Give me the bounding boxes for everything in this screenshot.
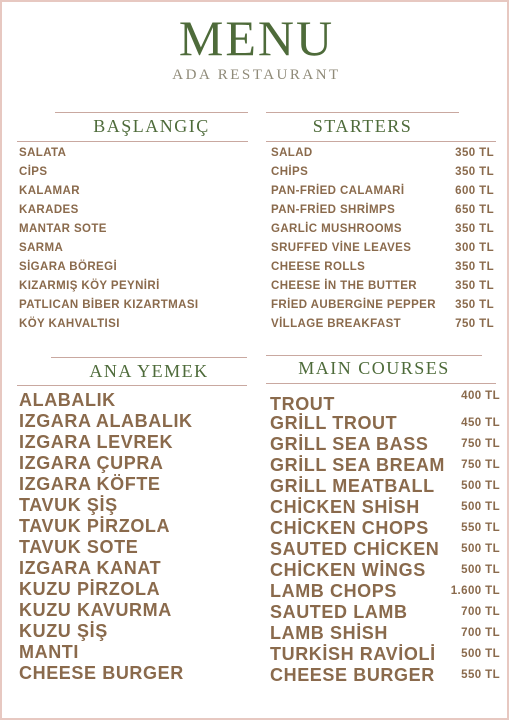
main-courses-item-name: GRİLL SEA BREAM: [270, 455, 446, 475]
starters-item-name: CHEESE ROLLS: [271, 261, 366, 273]
main-courses-item-name: GRİLL TROUT: [270, 413, 398, 433]
baslangic-item: KALAMAR: [19, 185, 80, 197]
rule-baslangic-top: [55, 112, 248, 113]
heading-starters: STARTERS: [312, 116, 413, 136]
ana-yemek-item: IZGARA ÇUPRA: [19, 453, 164, 473]
main-courses-row: [270, 411, 502, 432]
starters-row: [271, 242, 496, 261]
starters-item-name: VİLLAGE BREAKFAST: [271, 318, 402, 330]
rule-starters-top: [266, 112, 459, 113]
main-courses-item-name: CHEESE BURGER: [270, 665, 435, 685]
main-courses-item-name: GRİLL MEATBALL: [270, 476, 435, 496]
main-courses-item-price: 700 TL: [461, 606, 500, 618]
main-courses-row: [270, 495, 502, 516]
ana-yemek-item: MANTI: [19, 642, 79, 662]
main-courses-row: [270, 453, 502, 474]
main-courses-item-price: 1.600 TL: [450, 585, 500, 597]
ana-yemek-item: CHEESE BURGER: [19, 663, 184, 683]
main-courses-item-name: TURKİSH RAVİOLİ: [270, 644, 436, 664]
baslangic-item: SALATA: [19, 147, 67, 159]
main-courses-row: [270, 642, 502, 663]
ana-yemek-item: IZGARA KÖFTE: [19, 474, 161, 494]
rule-ana-yemek-bottom: [17, 385, 247, 386]
main-courses-row: [270, 600, 502, 621]
starters-item-name: PAN-FRİED SHRİMPS: [271, 204, 396, 216]
baslangic-item: SİGARA BÖREGİ: [19, 261, 118, 273]
main-courses-row: [270, 390, 502, 414]
starters-item-name: SALAD: [271, 147, 313, 159]
starters-item-name: CHİPS: [271, 166, 309, 178]
rule-main-courses-bottom: [266, 383, 496, 384]
ana-yemek-item: KUZU KAVURMA: [19, 600, 172, 620]
baslangic-item: KÖY KAHVALTISI: [19, 318, 120, 330]
main-courses-item-price: 500 TL: [461, 543, 500, 555]
starters-item-name: CHEESE İN THE BUTTER: [271, 280, 418, 292]
menu-title: MENU: [178, 10, 335, 66]
main-courses-row: [270, 663, 502, 684]
rule-starters-bottom: [266, 141, 496, 142]
starters-item-price: 350 TL: [455, 223, 494, 235]
ana-yemek-item: TAVUK PİRZOLA: [19, 516, 171, 536]
starters-item-price: 350 TL: [455, 261, 494, 273]
starters-item-price: 350 TL: [455, 299, 494, 311]
starters-item-name: SRUFFED VİNE LEAVES: [271, 242, 412, 254]
ana-yemek-item: KUZU ŞİŞ: [19, 621, 108, 641]
main-courses-item-price: 500 TL: [461, 501, 500, 513]
main-courses-list: [270, 390, 502, 700]
main-courses-item-price: 400 TL: [461, 390, 500, 402]
main-courses-item-name: CHİCKEN SHİSH: [270, 497, 420, 517]
starters-item-price: 350 TL: [455, 166, 494, 178]
rule-baslangic-bottom: [17, 141, 248, 142]
starters-item-price: 650 TL: [455, 204, 494, 216]
main-courses-item-price: 450 TL: [461, 417, 500, 429]
main-courses-row: [270, 621, 502, 642]
starters-item-price: 750 TL: [455, 318, 494, 330]
main-courses-item-name: SAUTED LAMB: [270, 602, 408, 622]
starters-row: [271, 223, 496, 242]
starters-item-price: 350 TL: [455, 280, 494, 292]
heading-ana-yemek: ANA YEMEK: [89, 361, 209, 381]
main-courses-row: [270, 579, 502, 600]
main-courses-item-price: 500 TL: [461, 480, 500, 492]
main-courses-item-price: 500 TL: [461, 648, 500, 660]
baslangic-list: [19, 147, 249, 347]
ana-yemek-item: KUZU PİRZOLA: [19, 579, 161, 599]
starters-row: [271, 185, 496, 204]
ana-yemek-item: IZGARA ALABALIK: [19, 411, 193, 431]
starters-list: [271, 147, 496, 347]
main-courses-item-price: 550 TL: [461, 522, 500, 534]
starters-item-name: PAN-FRİED CALAMARİ: [271, 185, 405, 197]
starters-row: [271, 318, 496, 337]
main-courses-item-name: LAMB CHOPS: [270, 581, 397, 601]
main-courses-item-name: GRİLL SEA BASS: [270, 434, 429, 454]
main-courses-item-name: CHİCKEN CHOPS: [270, 518, 429, 538]
baslangic-item: SARMA: [19, 242, 64, 254]
starters-item-name: GARLİC MUSHROOMS: [271, 223, 402, 235]
main-courses-item-price: 750 TL: [461, 438, 500, 450]
baslangic-item: KARADES: [19, 204, 79, 216]
main-courses-item-price: 550 TL: [461, 669, 500, 681]
ana-yemek-list: [19, 390, 254, 700]
main-courses-item-price: 750 TL: [461, 459, 500, 471]
main-courses-row: [270, 516, 502, 537]
baslangic-item: CİPS: [19, 166, 48, 178]
main-courses-item-name: LAMB SHİSH: [270, 623, 388, 643]
starters-row: [271, 166, 496, 185]
ana-yemek-item: ALABALIK: [19, 390, 116, 410]
starters-row: [271, 261, 496, 280]
rule-main-courses-top: [266, 355, 482, 356]
starters-item-name: FRİED AUBERGİNE PEPPER: [271, 299, 436, 311]
main-courses-item-name: SAUTED CHİCKEN: [270, 539, 440, 559]
main-courses-item-name: TROUT: [270, 394, 335, 414]
main-courses-row: [270, 474, 502, 495]
ana-yemek-item: TAVUK ŞİŞ: [19, 495, 118, 515]
main-courses-row: [270, 558, 502, 579]
baslangic-item: MANTAR SOTE: [19, 223, 107, 235]
rule-ana-yemek-top: [51, 357, 247, 358]
main-courses-row: [270, 537, 502, 558]
ana-yemek-item: TAVUK SOTE: [19, 537, 139, 557]
starters-item-price: 350 TL: [455, 147, 494, 159]
starters-row: [271, 299, 496, 318]
ana-yemek-item: IZGARA LEVREK: [19, 432, 174, 452]
main-courses-row: [270, 432, 502, 453]
heading-main-courses: MAIN COURSES: [298, 358, 450, 378]
starters-row: [271, 204, 496, 223]
baslangic-item: PATLICAN BİBER KIZARTMASI: [19, 299, 199, 311]
starters-row: [271, 280, 496, 299]
restaurant-name: ADA RESTAURANT: [172, 67, 341, 83]
main-courses-item-name: CHİCKEN WİNGS: [270, 560, 426, 580]
starters-row: [271, 147, 496, 166]
heading-baslangic: BAŞLANGIÇ: [93, 116, 210, 136]
starters-item-price: 600 TL: [455, 185, 494, 197]
baslangic-item: KIZARMIŞ KÖY PEYNİRİ: [19, 280, 160, 292]
main-courses-item-price: 700 TL: [461, 627, 500, 639]
starters-item-price: 300 TL: [455, 242, 494, 254]
ana-yemek-item: IZGARA KANAT: [19, 558, 162, 578]
main-courses-item-price: 500 TL: [461, 564, 500, 576]
